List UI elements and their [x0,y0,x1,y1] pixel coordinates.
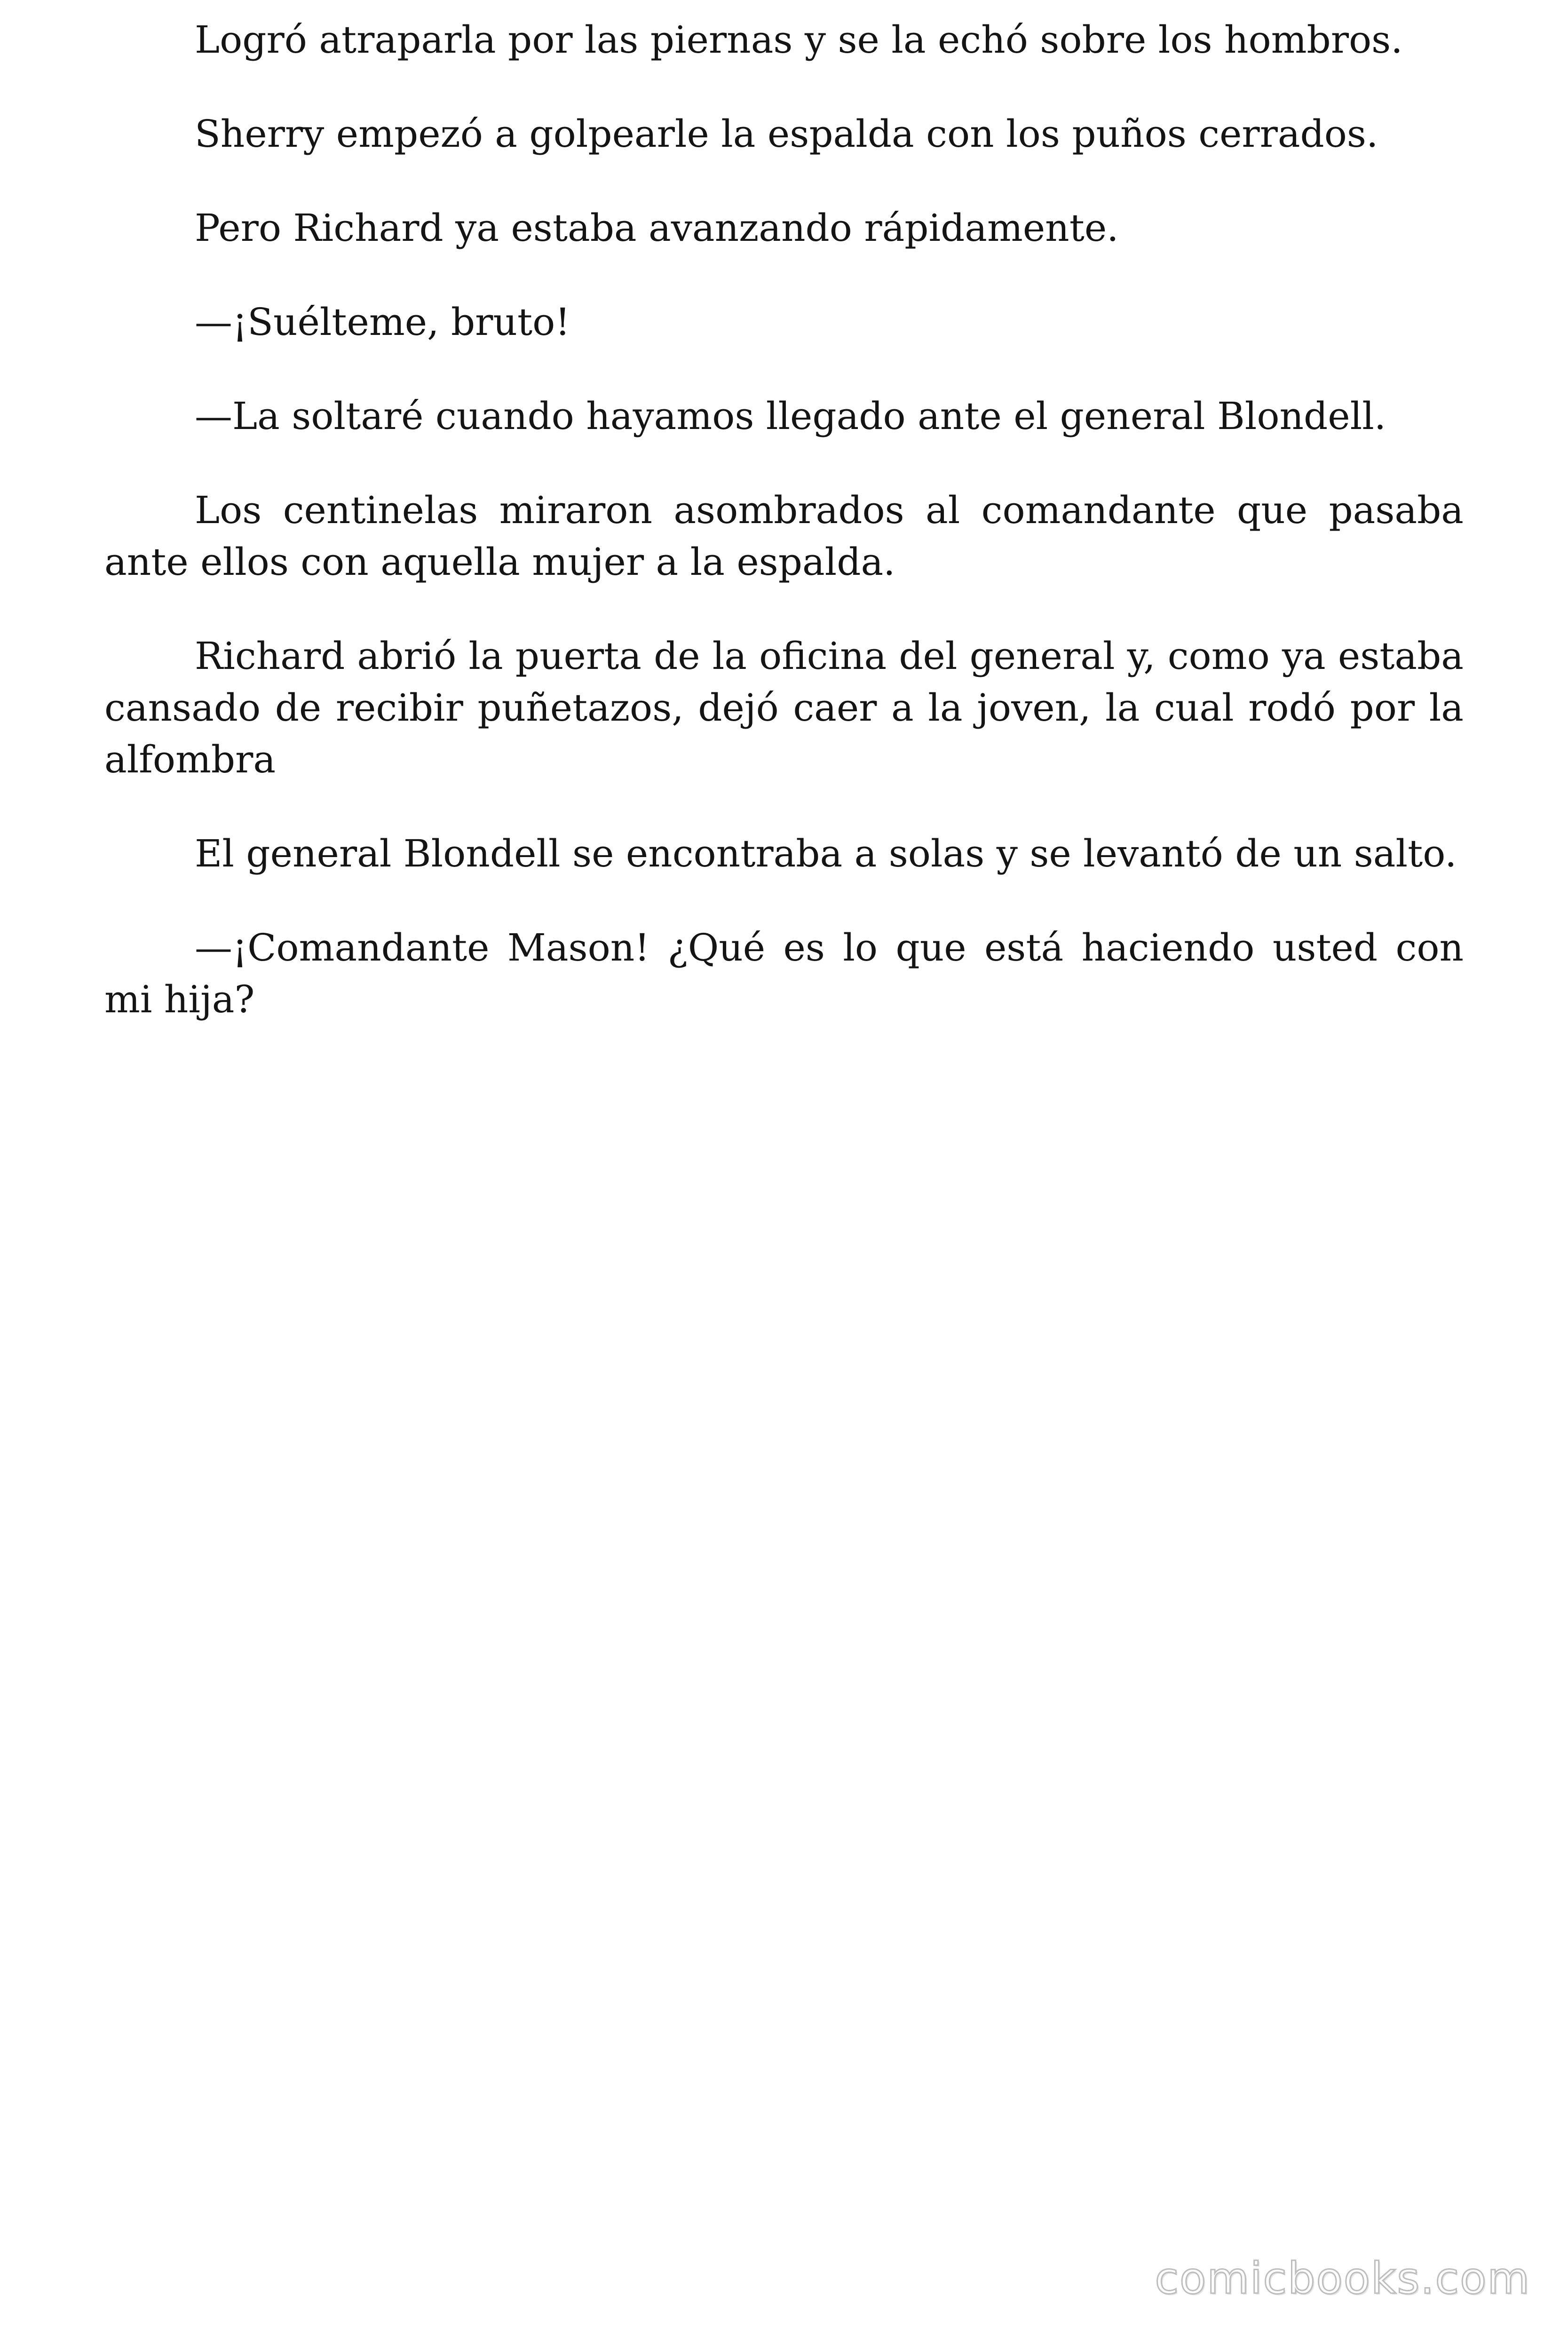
body-text [104,14,1464,1068]
paragraph-9: —¡Comandante Mason! ¿Qué es lo que está haciendo usted con mi hija? [104,926,1464,1021]
paragraph-4: —¡Suélteme, bruto! [195,300,570,344]
paragraph-1: Logró atraparla por las piernas y se la echó sobre los hombros. [195,18,1403,62]
paragraph-8: El general Blondell se encontraba a solas y se levantó de un salto. [195,832,1457,875]
paragraph-5: —La soltaré cuando hayamos llegado ante el general Blondell. [195,394,1386,438]
watermark: comicbooks.com [1155,2253,1530,2304]
paragraph-3: Pero Richard ya estaba avanzando rápidamente. [195,206,1119,250]
paragraph-2: Sherry empezó a golpearle la espalda con los puños cerrados. [195,112,1378,156]
paragraph-7: Richard abrió la puerta de la oficina del general y, como ya estaba cansado de recibir puñetazos, dejó caer a la joven, la cual rodó por la alfombra [104,634,1464,781]
paragraph-6: Los centinelas miraron asombrados al comandante que pasaba ante ellos con aquella mujer a la espalda. [104,488,1464,584]
